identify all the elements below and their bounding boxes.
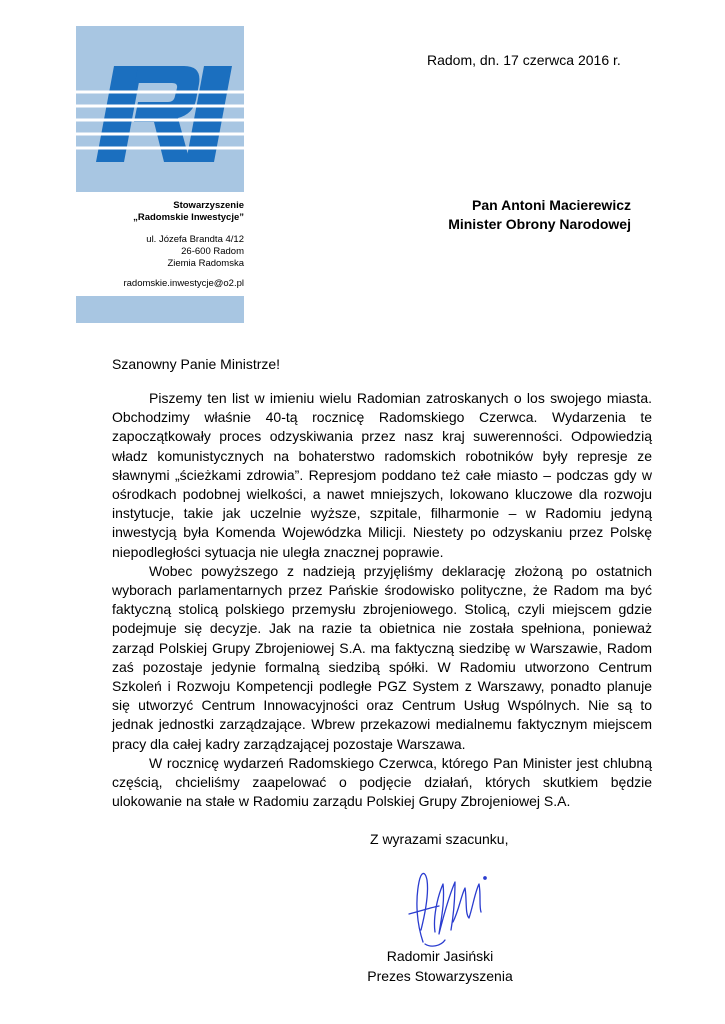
logo-graphic xyxy=(76,26,244,192)
paragraph: Piszemy ten list w imieniu wielu Radomian zatroskanych o los swojego miasta. Obchodzimy właśnie 40-tą rocznicę Radomskiego Czerwca. Wydarzenia te zapoczątkowały proces odzyskiwania przez nasz kraj suwerenności. Odpowiedzią władz komunistycznych na bohaterstwo radomskich robotników były represje ze sławnymi „ścieżkami zdrowia”. Represjom poddano też całe miasto – podczas gdy w ośrodkach podobnej wielkości, a nawet mniejszych, lokowano kluczowe dla rozwoju instytucje, takie jak uczelnie wyższe, szpitale, filharmonie – w Radomiu jedyną inwestycją była Komenda Wojewódzka Milicji. Niestety po odzyskaniu przez Polskę niepodległości sytuacja nie uległa znacznej poprawie. xyxy=(112,390,652,560)
org-email: radomskie.inwestycje@o2.pl xyxy=(123,278,244,289)
org-street: ul. Józefa Brandta 4/12 xyxy=(146,234,244,245)
org-postal: 26-600 Radom xyxy=(181,246,244,257)
recipient-block xyxy=(448,196,631,234)
letter-body xyxy=(112,389,652,811)
recipient-title: Minister Obrony Narodowej xyxy=(448,216,631,232)
paragraph: Wobec powyższego z nadzieją przyjęliśmy deklarację złożoną po ostatnich wyborach parlamentarnych przez Pańskie środowisko polityczne, że Radom ma być faktyczną stolicą polskiego przemysłu zbrojeniowego. Stolicą, czyli miejscem gdzie podejmuje się decyzje. Jak na razie ta obietnica nie została spełniona, ponieważ zarząd Polskiej Grupy Zbrojeniowej S.A. ma faktyczną siedzibę w Warszawie, Radom zaś pozostaje jedynie formalną siedzibą spółki. W Radomiu utworzono Centrum Szkoleń i Rozwoju Kompetencji podległe PGZ System z Warszawy, ponadto planuje się utworzyć Centrum Innowacyjności oraz Centrum Usług Wspólnych. Nie są to jednak jednostki zarządzające. Wbrew przekazowi medialnemu faktycznym miejscem pracy dla całej kadry zarządzającej pozostaje Warszawa. xyxy=(112,562,652,752)
logo xyxy=(76,26,244,192)
org-name-line2: „Radomskie Inwestycje” xyxy=(133,212,244,223)
recipient-name: Pan Antoni Macierewicz xyxy=(472,197,631,213)
sidebar-strip xyxy=(76,296,244,323)
signer-role: Prezes Stowarzyszenia xyxy=(367,968,513,984)
closing: Z wyrazami szacunku, xyxy=(370,831,509,847)
org-address xyxy=(76,234,244,270)
signature-graphic xyxy=(395,862,495,952)
org-name-line1: Stowarzyszenie xyxy=(173,200,244,211)
paragraph: W rocznicę wydarzeń Radomskiego Czerwca, którego Pan Minister jest chlubną częścią, chcieliśmy zaapelować o podjęcie działań, których skutkiem będzie ulokowanie na stałe w Radomiu zarządu Polskiej Grupy Zbrojeniowej S.A. xyxy=(112,754,652,810)
handwritten-signature xyxy=(395,862,495,957)
org-region: Ziemia Radomska xyxy=(167,258,244,269)
signer-name: Radomir Jasiński xyxy=(386,948,494,964)
salutation: Szanowny Panie Ministrze! xyxy=(112,356,281,372)
signer-block xyxy=(364,946,516,986)
date-line: Radom, dn. 17 czerwca 2016 r. xyxy=(427,52,621,68)
org-name xyxy=(76,200,244,224)
letterhead-sidebar xyxy=(76,26,244,323)
